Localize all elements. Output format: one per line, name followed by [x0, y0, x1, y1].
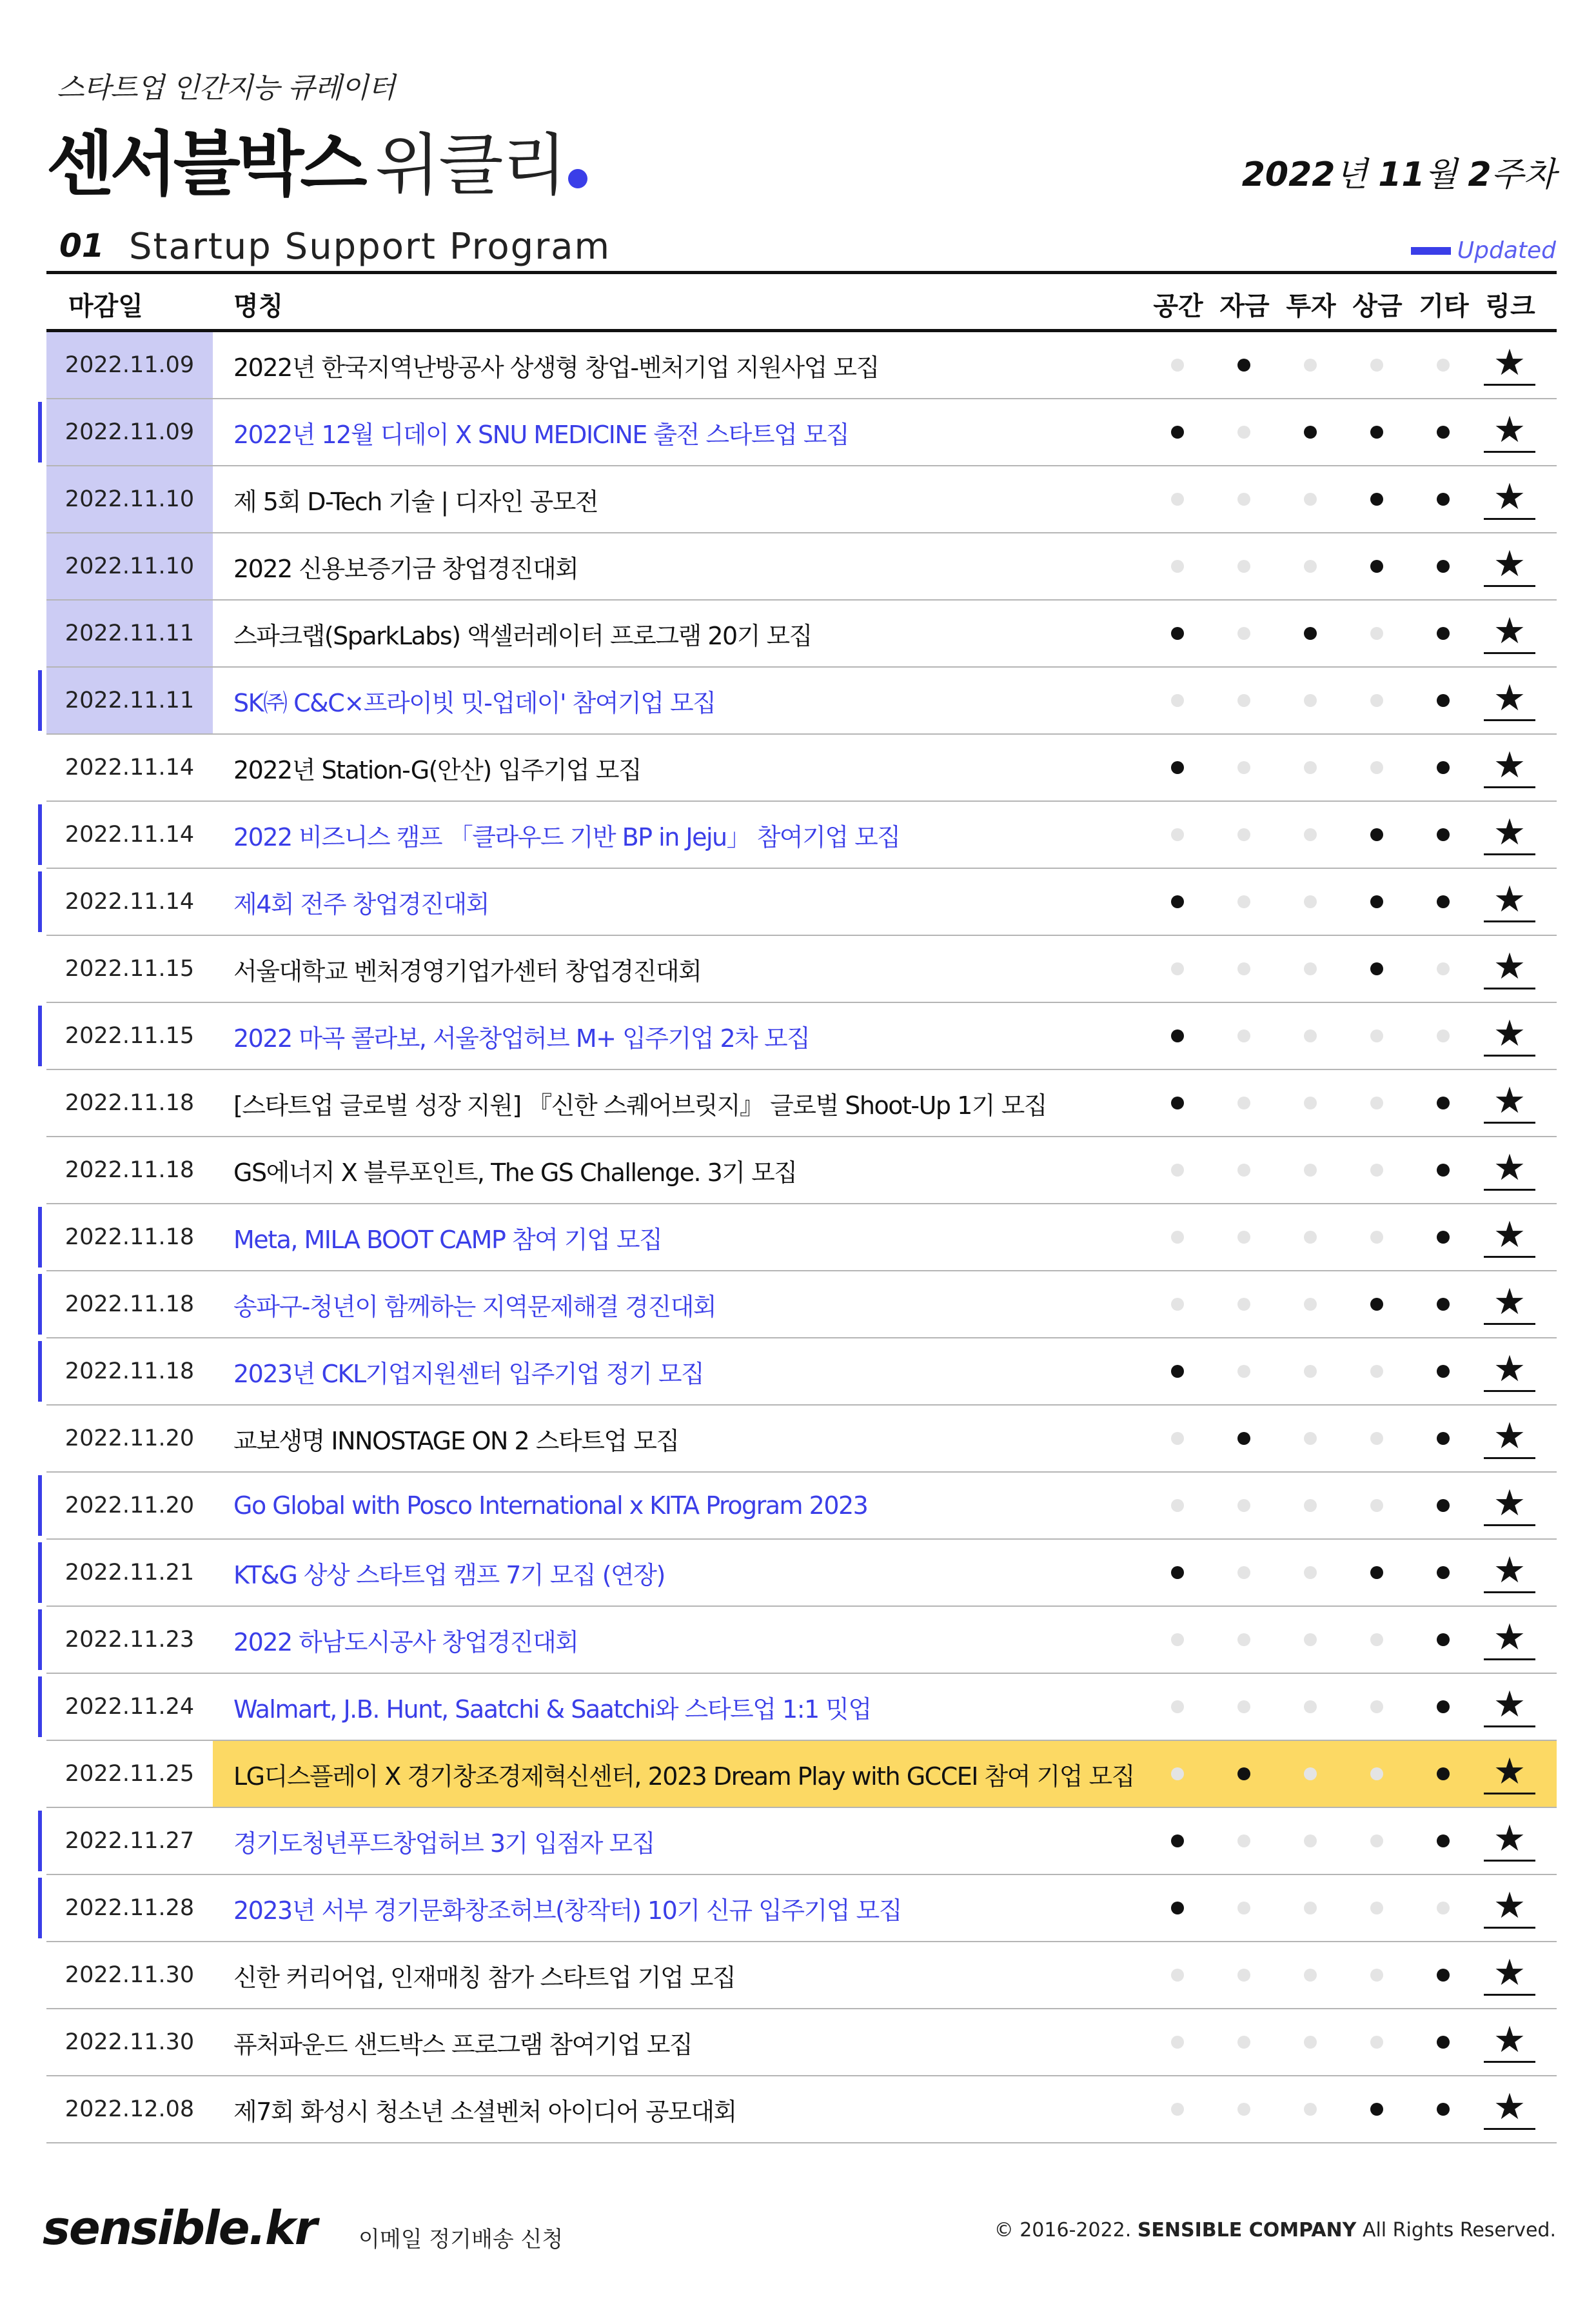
- etc-indicator-dot: [1437, 1432, 1450, 1445]
- invest-indicator-dot: [1304, 1432, 1317, 1445]
- space-indicator-dot: [1171, 426, 1184, 439]
- space-indicator-dot: [1171, 1700, 1184, 1713]
- table-row: [46, 1204, 1557, 1271]
- deadline-cell: 2022.11.18: [64, 1224, 195, 1250]
- space-indicator-dot: [1171, 1767, 1184, 1780]
- fund-indicator-dot: [1237, 761, 1250, 774]
- invest-indicator-dot: [1304, 1298, 1317, 1311]
- table-row: [46, 601, 1557, 668]
- etc-indicator-dot: [1437, 426, 1450, 439]
- edition-month-unit: 월: [1424, 155, 1457, 194]
- etc-indicator-dot: [1437, 2036, 1450, 2049]
- fund-indicator-dot: [1237, 1633, 1250, 1646]
- program-name-cell: 제7회 화성시 청소년 소셜벤처 아이디어 공모대회: [233, 2097, 736, 2126]
- table-row: [46, 735, 1557, 802]
- program-name-cell: 서울대학교 벤처경영기업가센터 창업경진대회: [233, 957, 702, 986]
- fund-indicator-dot: [1237, 1499, 1250, 1512]
- fund-indicator-dot: [1237, 1969, 1250, 1982]
- col-header-etc: 기타: [1419, 292, 1469, 321]
- prize-indicator-dot: [1370, 2103, 1383, 2116]
- space-indicator-dot: [1171, 1432, 1184, 1445]
- col-header-name: 명칭: [233, 292, 284, 321]
- etc-indicator-dot: [1437, 895, 1450, 908]
- invest-indicator-dot: [1304, 761, 1317, 774]
- program-name-cell: 송파구-청년이 함께하는 지역문제해결 경진대회: [233, 1292, 716, 1321]
- deadline-cell: 2022.11.15: [64, 1023, 195, 1049]
- deadline-cell: 2022.11.14: [64, 889, 195, 915]
- space-indicator-dot: [1171, 359, 1184, 372]
- table-row: [46, 1271, 1557, 1338]
- link-star-icon[interactable]: ★: [1484, 611, 1535, 654]
- prize-indicator-dot: [1370, 1566, 1383, 1579]
- program-name-cell: 2023년 서부 경기문화창조허브(창작터) 10기 신규 입주기업 모집: [233, 1896, 901, 1925]
- space-indicator-dot: [1171, 2036, 1184, 2049]
- space-indicator-dot: [1171, 493, 1184, 506]
- etc-indicator-dot: [1437, 2103, 1450, 2116]
- space-indicator-dot: [1171, 1499, 1184, 1512]
- program-name-cell: 2022 하남도시공사 창업경진대회: [233, 1627, 578, 1656]
- table-row: [46, 668, 1557, 735]
- etc-indicator-dot: [1437, 1767, 1450, 1780]
- fund-indicator-dot: [1237, 694, 1250, 707]
- table-row: [46, 1808, 1557, 1875]
- etc-indicator-dot: [1437, 828, 1450, 841]
- prize-indicator-dot: [1370, 1432, 1383, 1445]
- space-indicator-dot: [1171, 1834, 1184, 1847]
- link-star-icon[interactable]: ★: [1484, 812, 1535, 855]
- copyright-prefix: © 2016-2022.: [994, 2219, 1132, 2241]
- fund-indicator-dot: [1237, 1097, 1250, 1109]
- program-name-cell: 2022 신용보증기금 창업경진대회: [233, 554, 578, 583]
- invest-indicator-dot: [1304, 828, 1317, 841]
- fund-indicator-dot: [1237, 1029, 1250, 1042]
- deadline-cell: 2022.11.30: [64, 1962, 195, 1988]
- link-star-icon[interactable]: ★: [1484, 477, 1535, 520]
- invest-indicator-dot: [1304, 2036, 1317, 2049]
- invest-indicator-dot: [1304, 1029, 1317, 1042]
- prize-indicator-dot: [1370, 828, 1383, 841]
- prize-indicator-dot: [1370, 359, 1383, 372]
- prize-indicator-dot: [1370, 1298, 1383, 1311]
- fund-indicator-dot: [1237, 1231, 1250, 1244]
- edition-week: 2: [1468, 155, 1492, 194]
- table-row: [46, 1674, 1557, 1741]
- etc-indicator-dot: [1437, 1633, 1450, 1646]
- section-number: 01: [59, 227, 104, 264]
- fund-indicator-dot: [1237, 359, 1250, 372]
- table-row: [46, 1875, 1557, 1942]
- program-name-cell: LG디스플레이 X 경기창조경제혁신센터, 2023 Dream Play with GCCEI 참여 기업 모집: [213, 1741, 1557, 1807]
- link-star-icon[interactable]: ★: [1484, 745, 1535, 788]
- space-indicator-dot: [1171, 1566, 1184, 1579]
- deadline-cell: 2022.11.20: [64, 1493, 195, 1518]
- invest-indicator-dot: [1304, 426, 1317, 439]
- invest-indicator-dot: [1304, 627, 1317, 640]
- deadline-cell: 2022.11.14: [64, 755, 195, 780]
- deadline-cell: 2022.11.14: [64, 822, 195, 848]
- fund-indicator-dot: [1237, 1700, 1250, 1713]
- col-header-fund: 자금: [1219, 292, 1270, 321]
- etc-indicator-dot: [1437, 1164, 1450, 1177]
- deadline-cell: 2022.11.09: [46, 399, 213, 465]
- brand-dot-icon: [568, 169, 587, 188]
- col-header-prize: 상금: [1352, 292, 1403, 321]
- deadline-cell: 2022.11.18: [64, 1291, 195, 1317]
- invest-indicator-dot: [1304, 1834, 1317, 1847]
- col-header-link: 링크: [1485, 292, 1535, 321]
- updated-legend-swatch: [1411, 247, 1451, 255]
- space-indicator-dot: [1171, 1969, 1184, 1982]
- program-name-cell: 제 5회 D-Tech 기술 | 디자인 공모전: [233, 487, 598, 516]
- prize-indicator-dot: [1370, 1767, 1383, 1780]
- invest-indicator-dot: [1304, 1097, 1317, 1109]
- table-row: [46, 1540, 1557, 1607]
- etc-indicator-dot: [1437, 1700, 1450, 1713]
- copyright-company: SENSIBLE COMPANY: [1137, 2219, 1357, 2241]
- space-indicator-dot: [1171, 1902, 1184, 1914]
- program-name-cell: 2022 비즈니스 캠프 「클라우드 기반 BP in Jeju」 참여기업 모집: [233, 822, 900, 851]
- program-name-cell: 경기도청년푸드창업허브 3기 입점자 모집: [233, 1829, 655, 1858]
- link-star-icon[interactable]: ★: [1484, 1483, 1535, 1526]
- table-row: [46, 869, 1557, 936]
- link-star-icon[interactable]: ★: [1484, 1617, 1535, 1660]
- space-indicator-dot: [1171, 1231, 1184, 1244]
- table-row: [46, 2009, 1557, 2076]
- link-star-icon[interactable]: ★: [1484, 1416, 1535, 1459]
- program-name-cell: Go Global with Posco International x KITA Program 2023: [233, 1491, 868, 1520]
- etc-indicator-dot: [1437, 1097, 1450, 1109]
- invest-indicator-dot: [1304, 2103, 1317, 2116]
- space-indicator-dot: [1171, 1633, 1184, 1646]
- space-indicator-dot: [1171, 1365, 1184, 1378]
- prize-indicator-dot: [1370, 1365, 1383, 1378]
- invest-indicator-dot: [1304, 493, 1317, 506]
- space-indicator-dot: [1171, 1164, 1184, 1177]
- space-indicator-dot: [1171, 694, 1184, 707]
- deadline-cell: 2022.11.18: [64, 1358, 195, 1384]
- space-indicator-dot: [1171, 761, 1184, 774]
- fund-indicator-dot: [1237, 1365, 1250, 1378]
- link-star-icon[interactable]: ★: [1484, 1080, 1535, 1124]
- prize-indicator-dot: [1370, 1700, 1383, 1713]
- prize-indicator-dot: [1370, 1902, 1383, 1914]
- fund-indicator-dot: [1237, 895, 1250, 908]
- fund-indicator-dot: [1237, 2103, 1250, 2116]
- prize-indicator-dot: [1370, 1164, 1383, 1177]
- link-star-icon[interactable]: ★: [1484, 1349, 1535, 1392]
- deadline-cell: 2022.11.28: [64, 1895, 195, 1921]
- prize-indicator-dot: [1370, 1231, 1383, 1244]
- prize-indicator-dot: [1370, 962, 1383, 975]
- table-row: [46, 1137, 1557, 1204]
- table-row: [46, 1406, 1557, 1473]
- invest-indicator-dot: [1304, 359, 1317, 372]
- program-name-cell: 교보생명 INNOSTAGE ON 2 스타트업 모집: [233, 1426, 679, 1455]
- prize-indicator-dot: [1370, 1097, 1383, 1109]
- etc-indicator-dot: [1437, 493, 1450, 506]
- program-name-cell: 2022년 12월 디데이 X SNU MEDICINE 출전 스타트업 모집: [233, 420, 849, 449]
- col-header-invest: 투자: [1286, 292, 1336, 321]
- brand-title-light: 위클리: [375, 126, 566, 204]
- fund-indicator-dot: [1237, 828, 1250, 841]
- fund-indicator-dot: [1237, 1767, 1250, 1780]
- space-indicator-dot: [1171, 895, 1184, 908]
- deadline-cell: 2022.11.10: [46, 533, 213, 599]
- prize-indicator-dot: [1370, 560, 1383, 573]
- prize-indicator-dot: [1370, 694, 1383, 707]
- subscribe-link[interactable]: 이메일 정기배송 신청: [359, 2227, 564, 2252]
- etc-indicator-dot: [1437, 1499, 1450, 1512]
- etc-indicator-dot: [1437, 1365, 1450, 1378]
- deadline-cell: 2022.11.24: [64, 1694, 195, 1720]
- brand-title-bold: 센서블박스: [46, 124, 364, 205]
- prize-indicator-dot: [1370, 627, 1383, 640]
- prize-indicator-dot: [1370, 1969, 1383, 1982]
- program-name-cell: KT&G 상상 스타트업 캠프 7기 모집 (연장): [233, 1560, 665, 1589]
- deadline-cell: 2022.12.08: [64, 2096, 195, 2122]
- program-name-cell: [스타트업 글로벌 성장 지원] 『신한 스퀘어브릿지』 글로벌 Shoot-Up 1기 모집: [233, 1091, 1047, 1120]
- prize-indicator-dot: [1370, 1834, 1383, 1847]
- deadline-cell: 2022.11.11: [46, 601, 213, 666]
- link-star-icon[interactable]: ★: [1484, 1751, 1535, 1794]
- space-indicator-dot: [1171, 1097, 1184, 1109]
- link-star-icon[interactable]: ★: [1484, 678, 1535, 721]
- program-name-cell: GS에너지 X 블루포인트, The GS Challenge. 3기 모집: [233, 1158, 797, 1187]
- prize-indicator-dot: [1370, 1029, 1383, 1042]
- fund-indicator-dot: [1237, 962, 1250, 975]
- invest-indicator-dot: [1304, 1902, 1317, 1914]
- program-name-cell: 2022년 한국지역난방공사 상생형 창업-벤처기업 지원사업 모집: [233, 353, 879, 382]
- table-row: [46, 1741, 1557, 1808]
- prize-indicator-dot: [1370, 426, 1383, 439]
- deadline-cell: 2022.11.25: [64, 1761, 195, 1787]
- prize-indicator-dot: [1370, 2036, 1383, 2049]
- program-name-cell: Meta, MILA BOOT CAMP 참여 기업 모집: [233, 1225, 662, 1254]
- program-name-cell: Walmart, J.B. Hunt, Saatchi & Saatchi와 스타트업 1:1 밋업: [233, 1695, 871, 1724]
- link-star-icon[interactable]: ★: [1484, 1013, 1535, 1057]
- col-header-space: 공간: [1153, 292, 1203, 321]
- invest-indicator-dot: [1304, 1969, 1317, 1982]
- link-star-icon[interactable]: ★: [1484, 1550, 1535, 1593]
- link-star-icon[interactable]: ★: [1484, 1215, 1535, 1258]
- deadline-cell: 2022.11.30: [64, 2029, 195, 2055]
- fund-indicator-dot: [1237, 627, 1250, 640]
- deadline-cell: 2022.11.11: [46, 668, 213, 733]
- table-row: [46, 1338, 1557, 1406]
- program-name-cell: 스파크랩(SparkLabs) 액셀러레이터 프로그램 20기 모집: [233, 621, 812, 650]
- edition-year-unit: 년: [1335, 155, 1368, 194]
- deadline-cell: 2022.11.21: [64, 1560, 195, 1585]
- table-row: [46, 936, 1557, 1003]
- updated-legend: [1411, 237, 1556, 264]
- link-star-icon[interactable]: ★: [1484, 1885, 1535, 1929]
- etc-indicator-dot: [1437, 1834, 1450, 1847]
- deadline-cell: 2022.11.20: [64, 1426, 195, 1451]
- edition-month: 11: [1378, 155, 1425, 194]
- link-star-icon[interactable]: ★: [1484, 410, 1535, 453]
- etc-indicator-dot: [1437, 560, 1450, 573]
- etc-indicator-dot: [1437, 1566, 1450, 1579]
- invest-indicator-dot: [1304, 895, 1317, 908]
- table-row: [46, 802, 1557, 869]
- invest-indicator-dot: [1304, 694, 1317, 707]
- invest-indicator-dot: [1304, 1231, 1317, 1244]
- invest-indicator-dot: [1304, 1566, 1317, 1579]
- link-star-icon[interactable]: ★: [1484, 1953, 1535, 1996]
- program-name-cell: 퓨처파운드 샌드박스 프로그램 참여기업 모집: [233, 2030, 693, 2059]
- fund-indicator-dot: [1237, 1834, 1250, 1847]
- edition-week-unit: 주차: [1491, 155, 1556, 194]
- fund-indicator-dot: [1237, 1902, 1250, 1914]
- table-row: [46, 1607, 1557, 1674]
- etc-indicator-dot: [1437, 1969, 1450, 1982]
- link-star-icon[interactable]: ★: [1484, 1818, 1535, 1862]
- brand-title: [46, 108, 587, 205]
- edition-label: [1242, 147, 1556, 195]
- deadline-cell: 2022.11.18: [64, 1157, 195, 1183]
- link-star-icon[interactable]: ★: [1484, 343, 1535, 386]
- link-star-icon[interactable]: ★: [1484, 946, 1535, 989]
- program-name-cell: 2022 마곡 콜라보, 서울창업허브 M+ 입주기업 2차 모집: [233, 1024, 810, 1053]
- space-indicator-dot: [1171, 828, 1184, 841]
- program-name-cell: 2023년 CKL기업지원센터 입주기업 정기 모집: [233, 1359, 704, 1388]
- space-indicator-dot: [1171, 1298, 1184, 1311]
- fund-indicator-dot: [1237, 1432, 1250, 1445]
- table-row: [46, 533, 1557, 601]
- etc-indicator-dot: [1437, 761, 1450, 774]
- etc-indicator-dot: [1437, 1902, 1450, 1914]
- etc-indicator-dot: [1437, 962, 1450, 975]
- fund-indicator-dot: [1237, 1164, 1250, 1177]
- invest-indicator-dot: [1304, 1633, 1317, 1646]
- etc-indicator-dot: [1437, 1298, 1450, 1311]
- table-row: [46, 1070, 1557, 1137]
- link-star-icon[interactable]: ★: [1484, 544, 1535, 587]
- fund-indicator-dot: [1237, 560, 1250, 573]
- table-row: [46, 332, 1557, 399]
- space-indicator-dot: [1171, 1029, 1184, 1042]
- deadline-cell: 2022.11.23: [64, 1627, 195, 1653]
- fund-indicator-dot: [1237, 1298, 1250, 1311]
- table-row: [46, 2076, 1557, 2143]
- invest-indicator-dot: [1304, 1767, 1317, 1780]
- prize-indicator-dot: [1370, 1633, 1383, 1646]
- invest-indicator-dot: [1304, 1499, 1317, 1512]
- footer-logo[interactable]: sensible.kr: [43, 2201, 317, 2255]
- program-table-body: [46, 332, 1557, 2143]
- fund-indicator-dot: [1237, 1566, 1250, 1579]
- table-row: [46, 466, 1557, 533]
- link-star-icon[interactable]: ★: [1484, 1148, 1535, 1191]
- prize-indicator-dot: [1370, 1499, 1383, 1512]
- table-row: [46, 1003, 1557, 1070]
- etc-indicator-dot: [1437, 627, 1450, 640]
- space-indicator-dot: [1171, 962, 1184, 975]
- invest-indicator-dot: [1304, 1365, 1317, 1378]
- invest-indicator-dot: [1304, 1164, 1317, 1177]
- table-row: [46, 1473, 1557, 1540]
- prize-indicator-dot: [1370, 895, 1383, 908]
- program-name-cell: 제4회 전주 창업경진대회: [233, 890, 489, 919]
- prize-indicator-dot: [1370, 761, 1383, 774]
- space-indicator-dot: [1171, 560, 1184, 573]
- link-star-icon[interactable]: ★: [1484, 1684, 1535, 1727]
- deadline-cell: 2022.11.15: [64, 956, 195, 982]
- invest-indicator-dot: [1304, 1700, 1317, 1713]
- deadline-cell: 2022.11.10: [46, 466, 213, 532]
- space-indicator-dot: [1171, 627, 1184, 640]
- deadline-cell: 2022.11.09: [46, 332, 213, 398]
- space-indicator-dot: [1171, 2103, 1184, 2116]
- program-name-cell: 신한 커리어업, 인재매칭 참가 스타트업 기업 모집: [233, 1963, 736, 1992]
- etc-indicator-dot: [1437, 359, 1450, 372]
- etc-indicator-dot: [1437, 1029, 1450, 1042]
- link-star-icon[interactable]: ★: [1484, 2087, 1535, 2130]
- prize-indicator-dot: [1370, 493, 1383, 506]
- link-star-icon[interactable]: ★: [1484, 1282, 1535, 1325]
- deadline-cell: 2022.11.27: [64, 1828, 195, 1854]
- deadline-cell: 2022.11.18: [64, 1090, 195, 1116]
- table-row: [46, 399, 1557, 466]
- table-header: [46, 274, 1557, 331]
- fund-indicator-dot: [1237, 493, 1250, 506]
- col-header-deadline: 마감일: [68, 292, 143, 321]
- etc-indicator-dot: [1437, 1231, 1450, 1244]
- invest-indicator-dot: [1304, 560, 1317, 573]
- program-name-cell: SK㈜ C&C×프라이빗 밋-업데이' 참여기업 모집: [233, 688, 716, 717]
- link-star-icon[interactable]: ★: [1484, 879, 1535, 922]
- fund-indicator-dot: [1237, 426, 1250, 439]
- section-title: Startup Support Program: [129, 226, 611, 268]
- edition-year: 2022: [1241, 155, 1335, 194]
- link-star-icon[interactable]: ★: [1484, 2020, 1535, 2063]
- fund-indicator-dot: [1237, 2036, 1250, 2049]
- program-name-cell: 2022년 Station-G(안산) 입주기업 모집: [233, 755, 642, 784]
- invest-indicator-dot: [1304, 962, 1317, 975]
- table-row: [46, 1942, 1557, 2009]
- updated-legend-label: Updated: [1457, 237, 1556, 264]
- etc-indicator-dot: [1437, 694, 1450, 707]
- header-subtitle: 스타트업 인간지능 큐레이터: [57, 72, 395, 104]
- copyright: [994, 2219, 1556, 2241]
- copyright-rights: All Rights Reserved.: [1362, 2219, 1556, 2241]
